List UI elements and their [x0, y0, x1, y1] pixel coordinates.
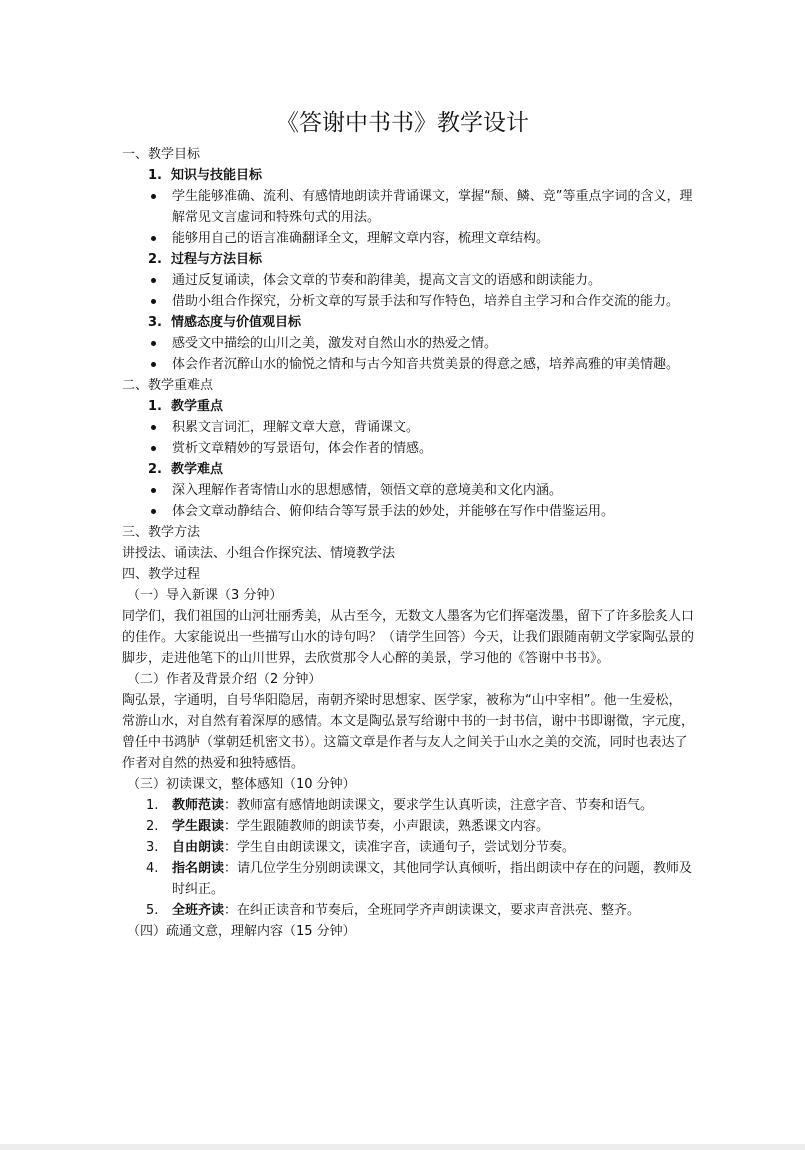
reading-step [122, 795, 694, 816]
list-item [122, 438, 694, 459]
subheading-number: 2. [148, 462, 162, 477]
step-text: ：在纠正读音和节奏后，全班同学齐声朗读课文，要求声音洪亮、整齐。 [224, 903, 641, 918]
subheading-knowledge [122, 165, 694, 186]
methods-text: 讲授法、诵读法、小组合作探究法、情境教学法 [122, 546, 396, 561]
list-item-text: 赏析文章精妙的写景语句，体会作者的情感。 [172, 441, 433, 456]
reading-step [122, 900, 694, 921]
subheading-focus [122, 396, 694, 417]
part-heading-comprehension: （四）疏通文意，理解内容（15 分钟） [127, 924, 356, 939]
document-body [122, 144, 694, 942]
step-number: 1. [146, 798, 159, 813]
list-item-text: 学生能够准确、流利、有感情地朗读并背诵课文，掌握“颓、鳞、竞”等重点字词的含义，理解常见文言虚词和特殊句式的用法。 [172, 189, 693, 225]
subheading-difficulty [122, 459, 694, 480]
list-item-text: 能够用自己的语言准确翻译全文，理解文章内容，梳理文章结构。 [172, 231, 550, 246]
subheading-attitude [122, 312, 694, 333]
subheading-label: 情感态度与价值观目标 [171, 315, 302, 330]
part-heading-background: （二）作者及背景介绍（2 分钟） [127, 672, 322, 687]
subheading-label: 教学重点 [171, 399, 224, 414]
page-bottom-bar [0, 1144, 805, 1150]
subheading-label: 过程与方法目标 [171, 252, 263, 267]
section-heading-methods: 三、教学方法 [122, 525, 201, 540]
bullet-icon [122, 480, 172, 501]
list-item-text: 体会作者沉醉山水的愉悦之情和与古今知音共赏美景的得意之感，培养高雅的审美情趣。 [172, 357, 680, 372]
list-item-text: 体会文章动静结合、俯仰结合等写景手法的妙处，并能够在写作中借鉴运用。 [172, 504, 615, 519]
reading-step [122, 816, 694, 837]
step-label: 指名朗读 [172, 861, 225, 876]
list-item [122, 291, 694, 312]
step-number: 5. [146, 903, 159, 918]
bullet-icon [122, 186, 172, 228]
step-label: 学生跟读 [172, 819, 225, 834]
step-text: ：请几位学生分别朗读课文，其他同学认真倾听，指出朗读中存在的问题，教师及时纠正。 [172, 861, 693, 897]
bullet-icon [122, 417, 172, 438]
step-text: ：学生跟随教师的朗读节奏，小声跟读，熟悉课文内容。 [224, 819, 550, 834]
background-paragraph: 陶弘景，字通明，自号华阳隐居，南朝齐梁时思想家、医学家，被称为“山中宰相”。他一生爱松，常游山水，对自然有着深厚的感情。本文是陶弘景写给谢中书的一封书信，谢中书即谢徵，字元度，曾任中书鸿胪（掌朝廷机密文书）。这篇文章是作者与友人之间关于山水之美的交流，同时也表达了作者对自然的热爱和独特感悟。 [122, 693, 695, 771]
step-number: 3. [146, 840, 159, 855]
list-item [122, 501, 694, 522]
part-heading-first-reading: （三）初读课文，整体感知（10 分钟） [127, 777, 356, 792]
list-item [122, 417, 694, 438]
subheading-label: 教学难点 [171, 462, 224, 477]
section-heading-process: 四、教学过程 [122, 567, 201, 582]
list-item [122, 270, 694, 291]
step-text: ：教师富有感情地朗读课文，要求学生认真听读，注意字音、节奏和语气。 [224, 798, 654, 813]
bullet-icon [122, 228, 172, 249]
list-item [122, 354, 694, 375]
list-item [122, 228, 694, 249]
section-heading-key-points: 二、教学重难点 [122, 378, 214, 393]
reading-step [122, 858, 694, 900]
bullet-icon [122, 291, 172, 312]
bullet-icon [122, 333, 172, 354]
list-item [122, 186, 694, 228]
subheading-process [122, 249, 694, 270]
list-item-text: 借助小组合作探究，分析文章的写景手法和写作特色，培养自主学习和合作交流的能力。 [172, 294, 680, 309]
subheading-number: 3. [148, 315, 162, 330]
list-item-text: 通过反复诵读，体会文章的节奏和韵律美，提高文言文的语感和朗读能力。 [172, 273, 602, 288]
step-number: 2. [146, 819, 159, 834]
step-label: 自由朗读 [172, 840, 225, 855]
subheading-number: 2. [148, 252, 162, 267]
reading-step [122, 837, 694, 858]
step-number: 4. [146, 861, 159, 876]
part-heading-intro: （一）导入新课（3 分钟） [127, 588, 283, 603]
bullet-icon [122, 270, 172, 291]
page-title: 《答谢中书书》教学设计 [276, 110, 529, 136]
subheading-label: 知识与技能目标 [171, 168, 263, 183]
list-item-text: 感受文中描绘的山川之美，激发对自然山水的热爱之情。 [172, 336, 498, 351]
step-label: 全班齐读 [172, 903, 225, 918]
list-item-text: 积累文言词汇，理解文章大意，背诵课文。 [172, 420, 420, 435]
bullet-icon [122, 501, 172, 522]
list-item [122, 480, 694, 501]
step-label: 教师范读 [172, 798, 225, 813]
list-item-text: 深入理解作者寄情山水的思想感情，领悟文章的意境美和文化内涵。 [172, 483, 563, 498]
list-item [122, 333, 694, 354]
intro-paragraph: 同学们，我们祖国的山河壮丽秀美，从古至今，无数文人墨客为它们挥毫泼墨，留下了许多脍炙人口的佳作。大家能说出一些描写山水的诗句吗？（请学生回答）今天，让我们跟随南朝文学家陶弘景的脚步，走进他笔下的山川世界，去欣赏那令人心醉的美景，学习他的《答谢中书书》。 [122, 609, 695, 666]
section-heading-objectives: 一、教学目标 [122, 147, 201, 162]
subheading-number: 1. [148, 168, 162, 183]
bullet-icon [122, 438, 172, 459]
step-text: ：学生自由朗读课文，读准字音，读通句子，尝试划分节奏。 [224, 840, 576, 855]
bullet-icon [122, 354, 172, 375]
subheading-number: 1. [148, 399, 162, 414]
